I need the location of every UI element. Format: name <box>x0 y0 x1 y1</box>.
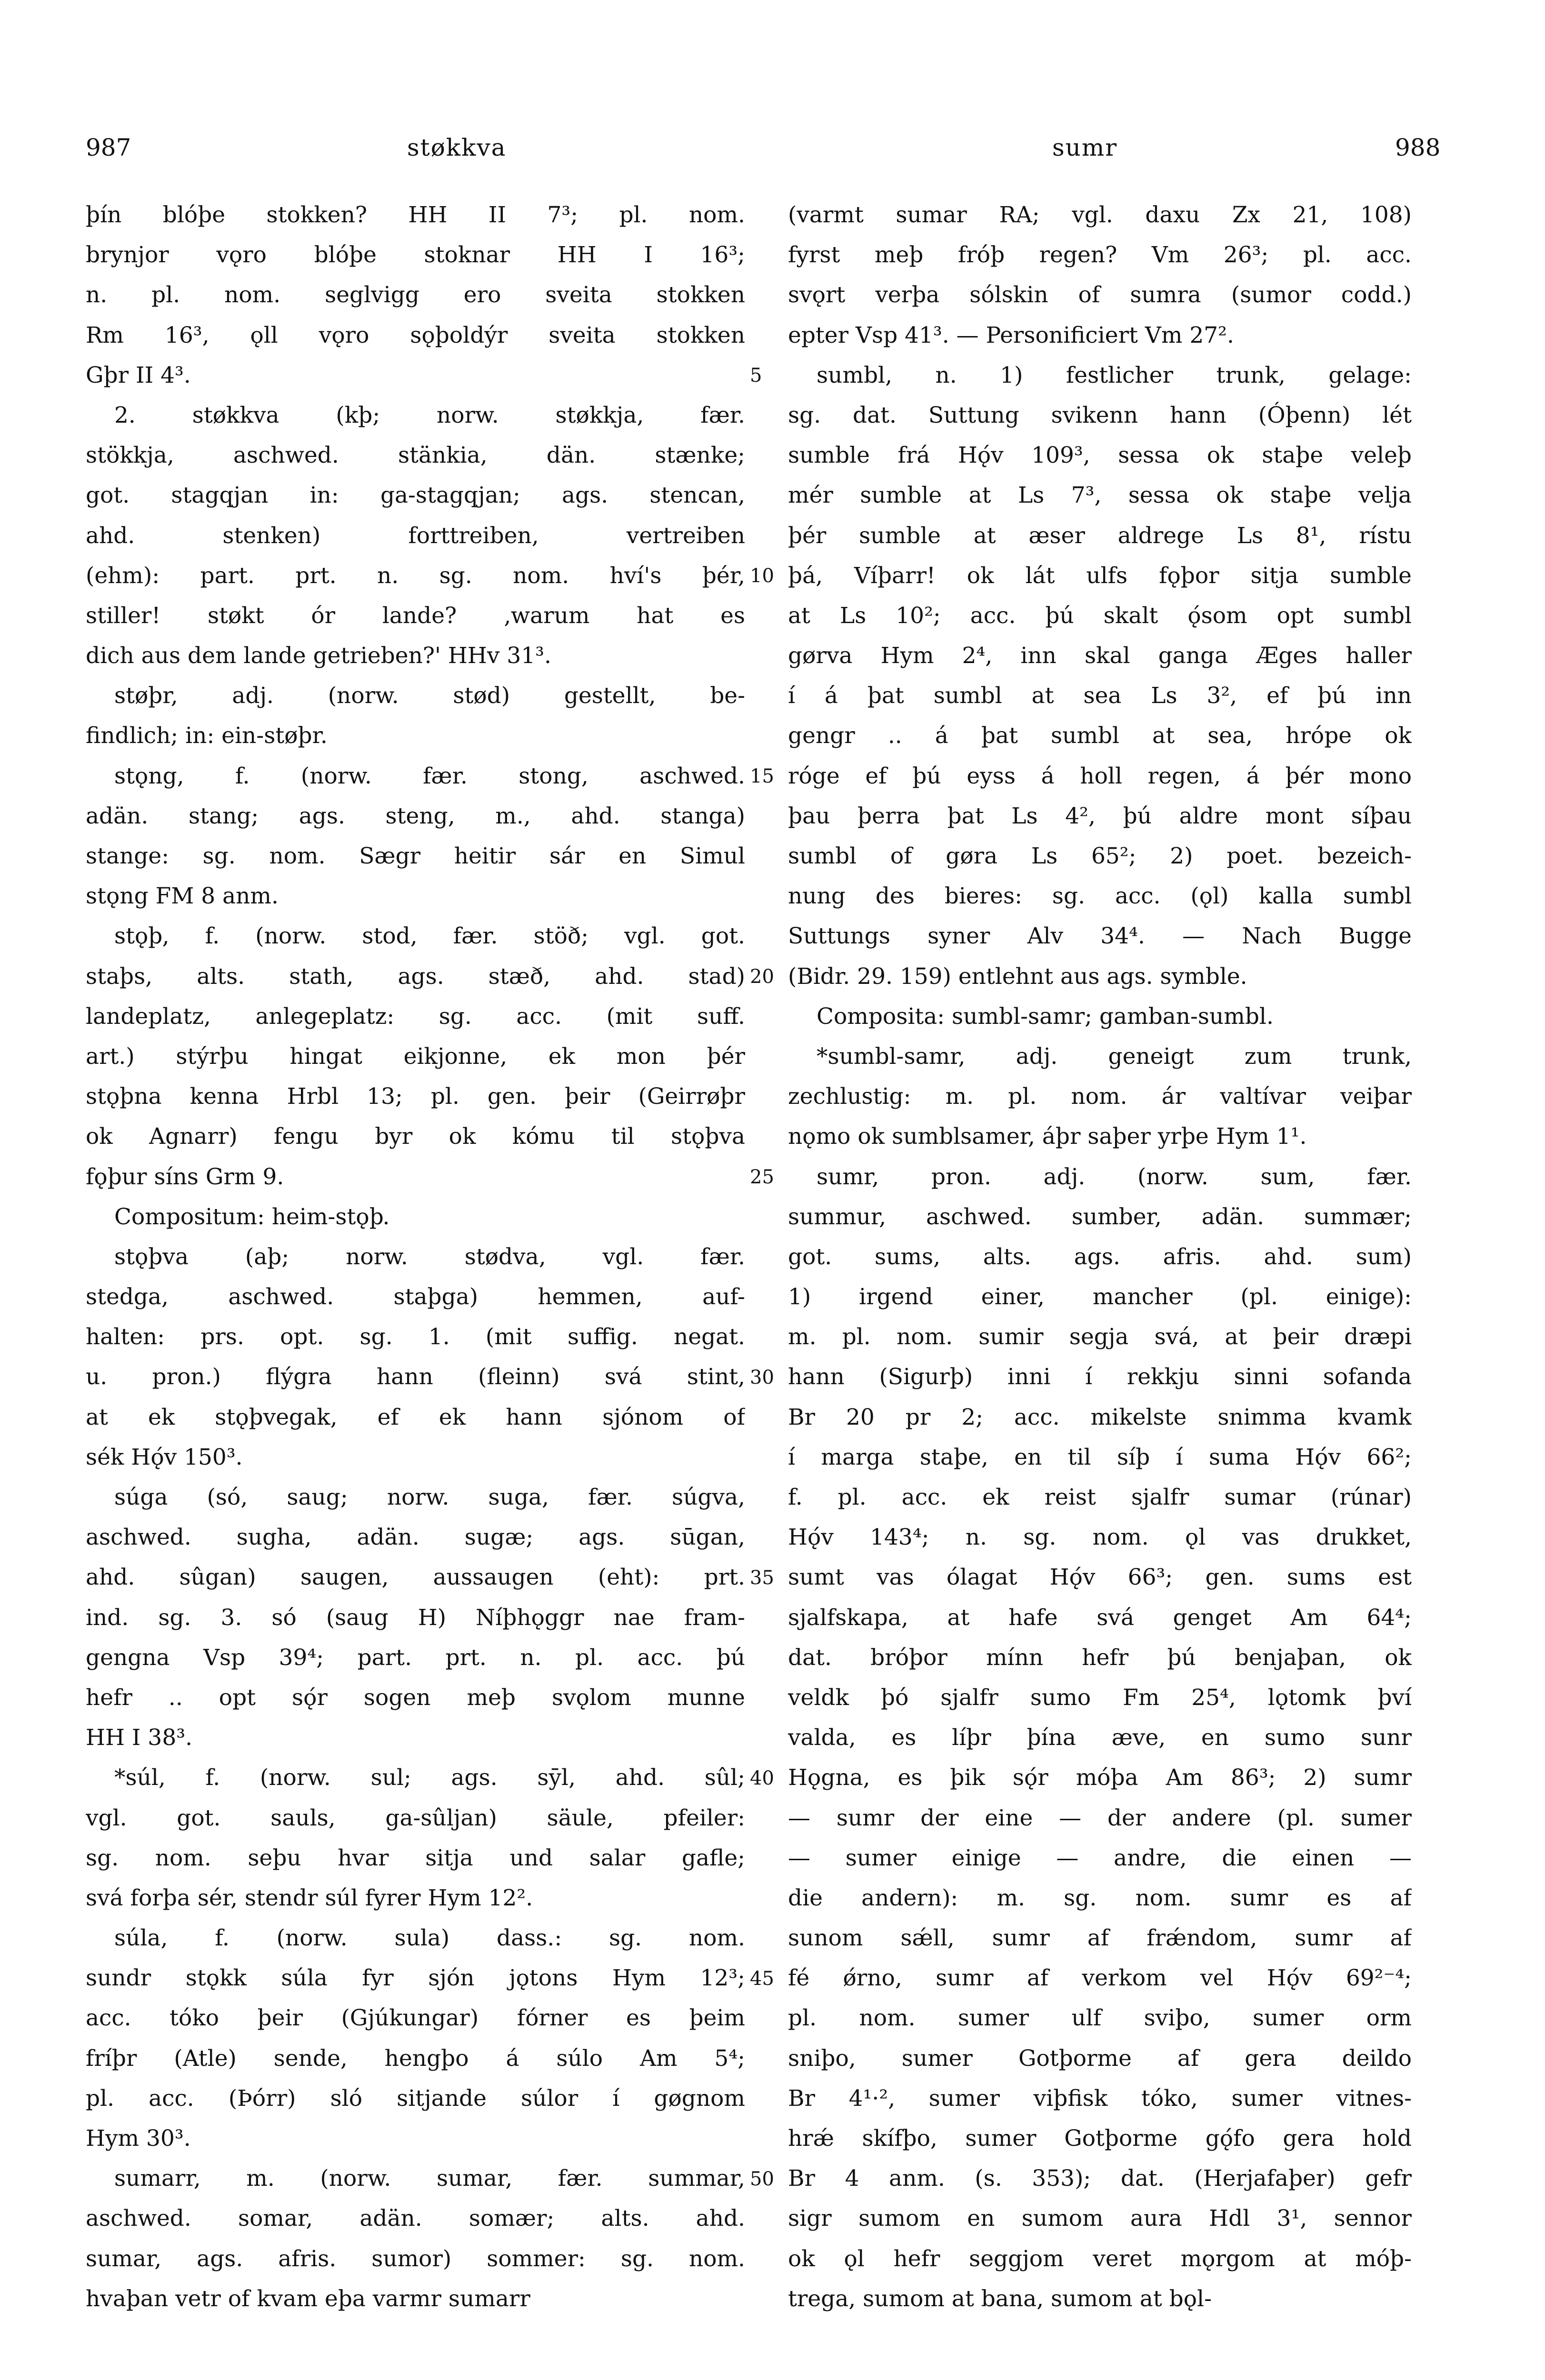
text-line: nǫmo ok sumblsamer, áþr saþer yrþe Hym 1¹. <box>788 1123 1307 1150</box>
text-line: (Bidr. 29. 159) entlehnt aus ags. symble. <box>788 963 1247 990</box>
text-line: ahd. sûgan) saugen, aussaugen (eht): prt. <box>86 1564 745 1591</box>
text-line: fé ǿrno, sumr af verkom vel Hǫ́v 69²⁻⁴; <box>788 1965 1412 1992</box>
text-line: stǫng, f. (norw. fær. stong, aschwed. <box>114 763 745 789</box>
text-line: sg. nom. seþu hvar sitja und salar gafle; <box>86 1844 745 1871</box>
text-line: ind. sg. 3. só (saug H) Níþhǫggr nae fram- <box>86 1604 745 1631</box>
text-line: brynjor vǫro blóþe stoknar HH I 16³; <box>86 242 745 268</box>
text-line: þau þerra þat Ls 4², þú aldre mont síþau <box>788 803 1412 829</box>
text-line: epter Vsp 41³. — Personificiert Vm 27². <box>788 322 1234 348</box>
line-number: 25 <box>750 1166 774 1188</box>
text-line: summur, aschwed. sumber, adän. summær; <box>788 1203 1412 1230</box>
left-running-headword: støkkva <box>407 134 507 161</box>
text-line: n. pl. nom. seglvigg ero sveita stokken <box>86 282 745 308</box>
text-line: findlich; in: ein-støþr. <box>86 723 328 749</box>
text-line: súla, f. (norw. sula) dass.: sg. nom. <box>114 1925 745 1952</box>
text-line: ok Agnarr) fengu byr ok kómu til stǫþva <box>86 1123 745 1150</box>
text-line: sumbl, n. 1) festlicher trunk, gelage: <box>817 362 1412 388</box>
text-line: sniþo, sumer Gotþorme af gera deildo <box>788 2045 1412 2072</box>
text-line: u. pron.) flýgra hann (fleinn) svá stint, <box>86 1364 745 1390</box>
text-line: Suttungs syner Alv 34⁴. — Nach Bugge <box>788 923 1412 950</box>
text-line: *sumbl-samr, adj. geneigt zum trunk, <box>817 1043 1412 1070</box>
text-line: Br 4 anm. (s. 353); dat. (Herjafaþer) gefr <box>788 2165 1412 2192</box>
text-line: fǫþur síns Grm 9. <box>86 1163 284 1190</box>
text-line: sumarr, m. (norw. sumar, fær. summar, <box>114 2165 745 2192</box>
text-line: sumbl of gøra Ls 65²; 2) poet. bezeich- <box>788 843 1412 869</box>
text-line: staþs, alts. stath, ags. stæð, ahd. stad) <box>86 963 745 990</box>
text-line: fríþr (Atle) sende, hengþo á súlo Am 5⁴; <box>86 2045 745 2072</box>
left-text-column <box>86 195 745 2319</box>
text-line: súga (só, saug; norw. suga, fær. súgva, <box>114 1484 745 1510</box>
text-line: hefr .. opt sǫ́r sogen meþ svǫlom munne <box>86 1684 745 1711</box>
text-line: hvaþan vetr of kvam eþa varmr sumarr <box>86 2285 530 2312</box>
text-line: dich aus dem lande getrieben?' HHv 31³. <box>86 643 551 669</box>
text-line: þín blóþe stokken? HH II 7³; pl. nom. <box>86 202 745 228</box>
text-line: die andern): m. sg. nom. sumr es af <box>788 1884 1412 1911</box>
text-line: sunom sǽll, sumr af frǽndom, sumr af <box>788 1925 1412 1952</box>
text-line: stǫþva (aþ; norw. stødva, vgl. fær. <box>114 1243 745 1270</box>
line-number: 40 <box>750 1767 774 1789</box>
text-line: — sumer einige — andre, die einen — <box>788 1844 1412 1871</box>
line-number: 50 <box>750 2168 774 2190</box>
text-line: valda, es líþr þína æve, en sumo sunr <box>788 1725 1412 1751</box>
text-line: støþr, adj. (norw. stød) gestellt, be- <box>114 683 745 709</box>
text-line: mér sumble at Ls 7³, sessa ok staþe velja <box>788 482 1412 509</box>
text-line: zechlustig: m. pl. nom. ár valtívar veiþar <box>788 1083 1412 1110</box>
text-line: stiller! støkt ór lande? ‚warum hat es <box>86 602 745 629</box>
text-line: stǫng FM 8 anm. <box>86 883 279 910</box>
text-line: í á þat sumbl at sea Ls 3², ef þú inn <box>788 683 1412 709</box>
text-line: at ek stǫþvegak, ef ek hann sjónom of <box>86 1404 745 1430</box>
text-line: trega, sumom at bana, sumom at bǫl- <box>788 2285 1212 2312</box>
text-line: pl. acc. (Þórr) sló sitjande súlor í gøgnom <box>86 2085 745 2112</box>
text-line: sg. dat. Suttung svikenn hann (Óþenn) lét <box>788 402 1412 428</box>
text-line: got. sums, alts. ags. afris. ahd. sum) <box>788 1243 1412 1270</box>
text-line: stǫþ, f. (norw. stod, fær. stöð; vgl. got. <box>114 923 745 950</box>
text-line: þér sumble at æser aldrege Ls 8¹, rístu <box>788 522 1412 549</box>
line-number: 10 <box>750 565 774 587</box>
text-line: róge ef þú eyss á holl regen, á þér mono <box>788 763 1412 789</box>
text-line: stange: sg. nom. Sægr heitir sár en Simul <box>86 843 745 869</box>
text-line: gengna Vsp 39⁴; part. prt. n. pl. acc. þú <box>86 1644 745 1671</box>
text-line: sumt vas ólagat Hǫ́v 66³; gen. sums est <box>788 1564 1412 1591</box>
text-line: pl. nom. sumer ulf sviþo, sumer orm <box>788 2005 1412 2032</box>
text-line: Hǫ́v 143⁴; n. sg. nom. ǫl vas drukket, <box>788 1524 1412 1551</box>
text-line: dat. bróþor mínn hefr þú benjaþan, ok <box>788 1644 1412 1671</box>
left-page-number: 987 <box>86 134 131 161</box>
text-line: stökkja, aschwed. stänkia, dän. stænke; <box>86 442 745 469</box>
text-line: svǫrt verþa sólskin of sumra (sumor codd.) <box>788 282 1412 308</box>
text-line: sumr, pron. adj. (norw. sum, fær. <box>817 1163 1412 1190</box>
text-line: aschwed. somar, adän. somær; alts. ahd. <box>86 2205 745 2232</box>
text-line: hrǽ skífþo, sumer Gotþorme gǫ́fo gera hold <box>788 2125 1412 2152</box>
text-line: sék Hǫ́v 150³. <box>86 1444 243 1470</box>
text-line: Hym 30³. <box>86 2125 191 2152</box>
line-number: 5 <box>750 364 762 387</box>
text-line: art.) stýrþu hingat eikjonne, ek mon þér <box>86 1043 745 1070</box>
text-line: halten: prs. opt. sg. 1. (mit suffig. negat. <box>86 1324 745 1350</box>
text-line: *súl, f. (norw. sul; ags. sȳl, ahd. sûl; <box>114 1765 745 1791</box>
text-line: sumar, ags. afris. sumor) sommer: sg. nom. <box>86 2245 745 2272</box>
text-line: — sumr der eine — der andere (pl. sumer <box>788 1805 1412 1831</box>
text-line: ok ǫl hefr seggjom veret mǫrgom at móþ- <box>788 2245 1412 2272</box>
text-line: ahd. stenken) forttreiben, vertreiben <box>86 522 745 549</box>
line-number: 15 <box>750 765 774 787</box>
right-text-column <box>788 195 1412 2319</box>
right-page-number: 988 <box>1395 134 1441 161</box>
text-line: HH I 38³. <box>86 1725 193 1751</box>
text-line: í marga staþe, en til síþ í suma Hǫ́v 66²; <box>788 1444 1412 1470</box>
line-number: 35 <box>750 1567 774 1589</box>
right-running-headword: sumr <box>1052 134 1118 161</box>
text-line: gengr .. á þat sumbl at sea, hrópe ok <box>788 723 1412 749</box>
text-line: sumble frá Hǫ́v 109³, sessa ok staþe veleþ <box>788 442 1412 469</box>
text-line: sundr stǫkk súla fyr sjón jǫtons Hym 12³; <box>86 1965 745 1992</box>
text-line: f. pl. acc. ek reist sjalfr sumar (rúnar) <box>788 1484 1412 1510</box>
text-line: sjalfskapa, at hafe svá genget Am 64⁴; <box>788 1604 1412 1631</box>
text-line: Rm 16³, ǫll vǫro sǫþoldýr sveita stokken <box>86 322 745 348</box>
text-line: fyrst meþ fróþ regen? Vm 26³; pl. acc. <box>788 242 1412 268</box>
text-line: hann (Sigurþ) inni í rekkju sinni sofanda <box>788 1364 1412 1390</box>
text-line: m. pl. nom. sumir segja svá, at þeir dræpi <box>788 1324 1412 1350</box>
line-number: 20 <box>750 965 774 988</box>
line-number: 30 <box>750 1366 774 1388</box>
text-line: at Ls 10²; acc. þú skalt ǫ́som opt sumbl <box>788 602 1412 629</box>
text-line: Hǫgna, es þik sǫ́r móþa Am 86³; 2) sumr <box>788 1765 1412 1791</box>
text-line: nung des bieres: sg. acc. (ǫl) kalla sumbl <box>788 883 1412 910</box>
text-line: aschwed. sugha, adän. sugæ; ags. sūgan, <box>86 1524 745 1551</box>
text-line: Gþr II 4³. <box>86 362 191 388</box>
text-line: got. stagqjan in: ga-stagqjan; ags. stencan, <box>86 482 745 509</box>
text-line: gørva Hym 2⁴, inn skal ganga Æges haller <box>788 643 1412 669</box>
text-line: acc. tóko þeir (Gjúkungar) fórner es þeim <box>86 2005 745 2032</box>
text-line: svá forþa sér, stendr súl fyrer Hym 12². <box>86 1884 533 1911</box>
text-line: Br 20 pr 2; acc. mikelste snimma kvamk <box>788 1404 1412 1430</box>
text-line: 1) irgend einer, mancher (pl. einige): <box>788 1284 1412 1310</box>
text-line: Compositum: heim-stǫþ. <box>114 1203 390 1230</box>
text-line: stedga, aschwed. staþga) hemmen, auf- <box>86 1284 745 1310</box>
text-line: 2. støkkva (kþ; norw. støkkja, fær. <box>114 402 745 428</box>
text-line: (varmt sumar RA; vgl. daxu Zx 21, 108) <box>788 202 1412 228</box>
text-line: vgl. got. sauls, ga-sûljan) säule, pfeiler: <box>86 1805 745 1831</box>
text-line: Br 4¹·², sumer viþfisk tóko, sumer vitnes- <box>788 2085 1412 2112</box>
text-line: veldk þó sjalfr sumo Fm 25⁴, lǫtomk því <box>788 1684 1412 1711</box>
line-number: 45 <box>750 1967 774 1990</box>
text-line: Composita: sumbl-samr; gamban-sumbl. <box>817 1003 1274 1030</box>
text-line: sigr sumom en sumom aura Hdl 3¹, sennor <box>788 2205 1412 2232</box>
text-line: (ehm): part. prt. n. sg. nom. hví's þér, <box>86 562 745 589</box>
text-line: adän. stang; ags. steng, m., ahd. stanga) <box>86 803 745 829</box>
text-line: þá, Víþarr! ok lát ulfs fǫþor sitja sumble <box>788 562 1412 589</box>
text-line: stǫþna kenna Hrbl 13; pl. gen. þeir (Geirrøþr <box>86 1083 745 1110</box>
text-line: landeplatz, anlegeplatz: sg. acc. (mit suff. <box>86 1003 745 1030</box>
